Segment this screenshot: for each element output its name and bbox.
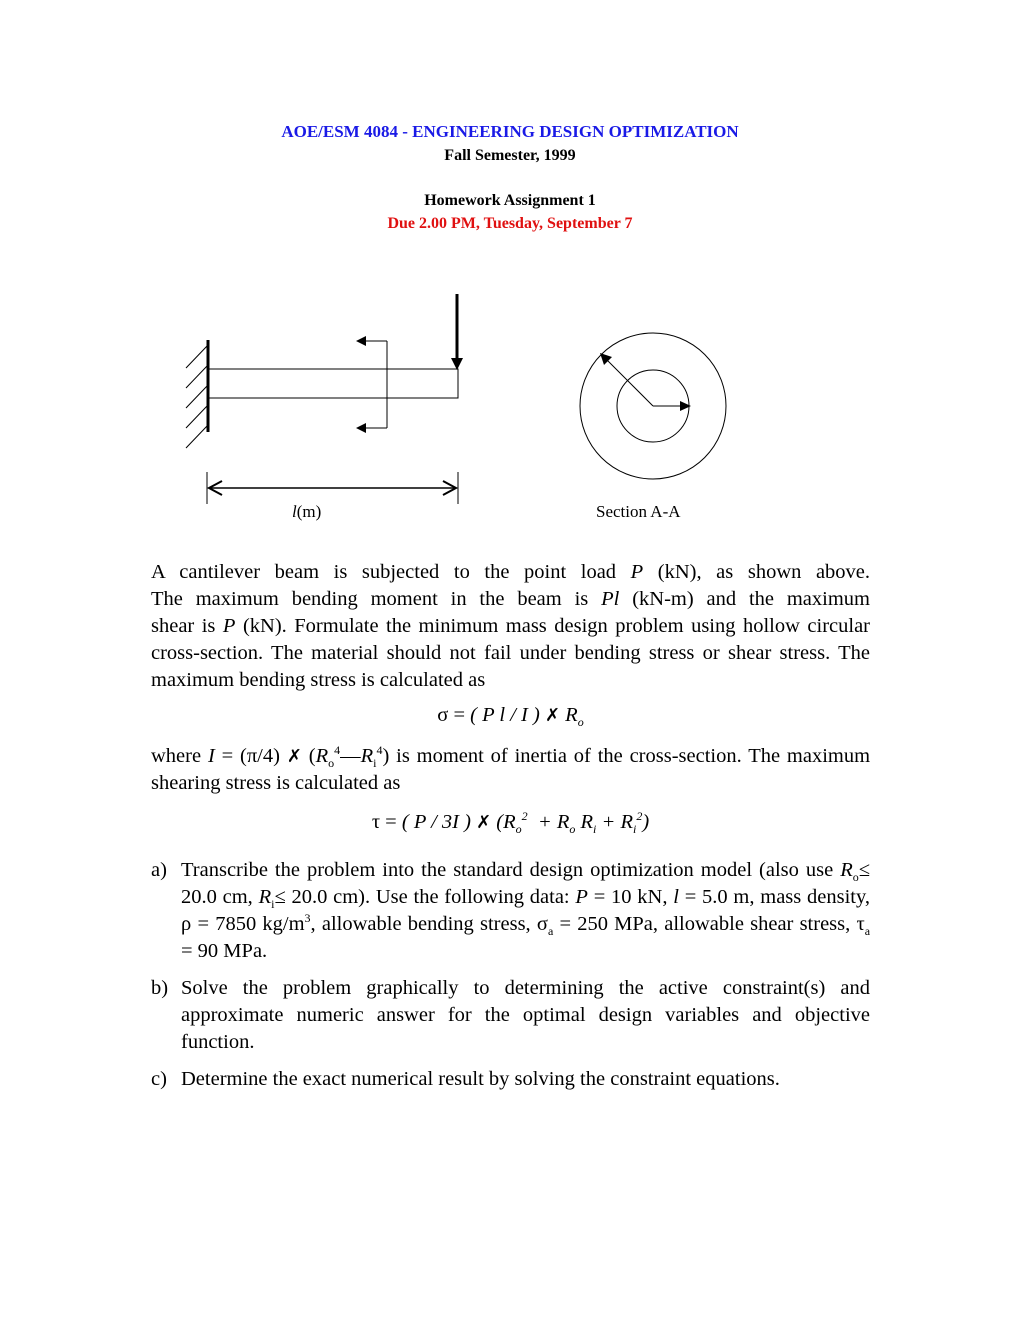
intro-line-2: The maximum bending moment in the beam is Pl (kN-m) and the maximum [151, 588, 870, 610]
outer-radius-line [606, 359, 653, 406]
times-symbol: ✗ [544, 705, 561, 726]
intro-rest: shear is P (kN). Formulate the minimum mass design problem using hollow circular cross-section. The material should not fail under bending stress or shear stress. The maximum bending stress is calculated as [151, 615, 871, 691]
bending-stress-equation: σ = ( P l / I ) ✗ $R_o$ [437, 704, 584, 730]
cantilever-figure [0, 280, 1020, 530]
list-item: a) Transcribe the problem into the standard design optimization model (also use $R_o\le 20.0$ cm, $R_i\le 20.0$ cm). Use the following data: P = 10 kN, l = 5.0 m, mass density, ρ = 7850 $kg/m^3$, allowable bending stress, $\sigma_a = 250$ MPa, allowable shear stress, $\tau_a = 90$ MPa. [151, 859, 871, 962]
intro-paragraph [151, 559, 870, 694]
wall-hatching [186, 345, 208, 448]
moment-of-inertia-text: where I = (π/4) ✗ $(R_o^4—R_i^4)$ is moment of inertia of the cross-section. The maximum shearing stress is calculated as [151, 743, 871, 794]
intro-line-1: A cantilever beam is subjected to the point load P (kN), as shown above. [151, 561, 871, 583]
shear-stress-equation: τ = ( P / 3I ) ✗ ($R_o^2 + R_o$ $R_i + R_i^2$) [371, 809, 650, 837]
list-item: b) Solve the problem graphically to determining the active constraint(s) and approximate numeric answer for the optimal design variables and objective function. [151, 977, 870, 1053]
section-cut-marker [360, 341, 387, 428]
times-symbol: ✗ [286, 746, 302, 767]
times-symbol: ✗ [476, 812, 492, 833]
list-item: c) Determine the exact numerical result by solving the constraint equations. [151, 1068, 780, 1090]
inner-radius-arrow [680, 401, 691, 411]
load-arrow-head [451, 358, 463, 370]
due-date: Due 2.00 PM, Tuesday, September 7 [387, 215, 633, 232]
section-arrow-bottom [356, 423, 366, 433]
question-list [151, 857, 870, 1103]
length-label: l(m) [292, 502, 322, 521]
assignment-title: Homework Assignment 1 [424, 192, 596, 209]
section-arrow-top [356, 336, 366, 346]
semester: Fall Semester, 1999 [444, 147, 576, 164]
course-title: AOE/ESM 4084 - ENGINEERING DESIGN OPTIMIZATION [281, 122, 739, 141]
section-label: Section A-A [596, 502, 681, 521]
beam [208, 369, 458, 398]
